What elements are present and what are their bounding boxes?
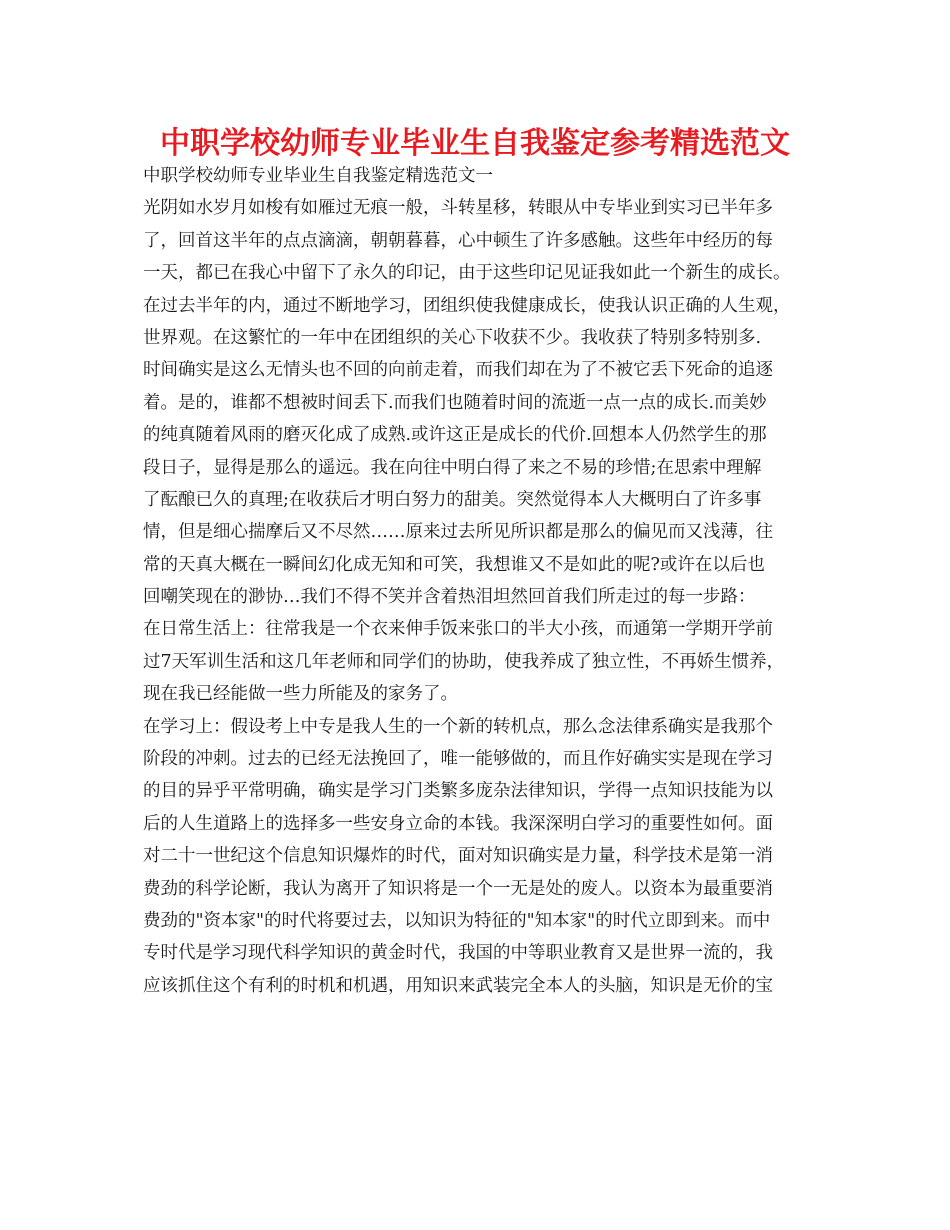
text-line: 了，回首这半年的点点滴滴，朝朝暮暮，心中顿生了许多感触。这些年中经历的每	[143, 230, 773, 251]
text-line: 在日常生活上：往常我是一个衣来伸手饭来张口的半大小孩，而通第一学期开学前	[143, 619, 773, 640]
text-line: 世界观。在这繁忙的一年中在团组织的关心下收获不少。我收获了特别多特别多.	[143, 327, 762, 348]
text-line: 过7天军训生活和这几年老师和同学们的协助，使我养成了独立性，不再娇生惯养，	[143, 651, 785, 672]
text-line: 应该抓住这个有利的时机和机遇，用知识来武装完全本人的头脑，知识是无价的宝	[143, 975, 773, 996]
text-line: 费劲的"资本家"的时代将要过去，以知识为特征的"知本家"的时代立即到来。而中	[143, 910, 771, 931]
text-line: 着。是的，谁都不想被时间丢下.而我们也随着时间的流逝一点一点的成长.而美妙	[143, 392, 767, 413]
text-line: 一天，都已在我心中留下了永久的印记，由于这些印记见证我如此一个新生的成长。	[143, 263, 791, 284]
text-line: 光阴如水岁月如梭有如雁过无痕一般，斗转星移，转眼从中专毕业到实习已半年多	[143, 198, 773, 219]
text-line: 阶段的冲刺。过去的已经无法挽回了，唯一能够做的，而且作好确实实是现在学习	[143, 749, 773, 770]
text-line: 后的人生道路上的选择多一些安身立命的本钱。我深深明白学习的重要性如何。面	[143, 813, 773, 834]
document-title: 中职学校幼师专业毕业生自我鉴定参考精选范文	[160, 126, 790, 161]
text-line: 费劲的科学论断，我认为离开了知识将是一个一无是处的废人。以资本为最重要消	[143, 878, 773, 899]
document-body	[143, 160, 823, 1002]
text-line: 常的天真大概在一瞬间幻化成无知和可笑，我想谁又不是如此的呢?或许在以后也	[143, 554, 765, 575]
text-line: 回嘲笑现在的渺协…我们不得不笑并含着热泪坦然回首我们所走过的每一步路：	[143, 587, 756, 608]
text-line: 段日子，显得是那么的遥远。我在向往中明白得了来之不易的珍惜;在思索中理解	[143, 457, 762, 478]
text-line: 在学习上：假设考上中专是我人生的一个新的转机点，那么念法律系确实是我那个	[143, 716, 773, 737]
text-line: 专时代是学习现代科学知识的黄金时代，我国的中等职业教育又是世界一流的，我	[143, 943, 773, 964]
text-line: 的纯真随着风雨的磨灭化成了成熟.或许这正是成长的代价.回想本人仍然学生的那	[143, 425, 767, 446]
text-line: 中职学校幼师专业毕业生自我鉴定精选范文一	[143, 166, 493, 186]
text-line: 对二十一世纪这个信息知识爆炸的时代，面对知识确实是力量，科学技术是第一消	[143, 846, 773, 867]
text-line: 的目的异乎平常明确，确实是学习门类繁多庞杂法律知识，学得一点知识技能为以	[143, 781, 773, 802]
text-line: 时间确实是这么无情头也不回的向前走着，而我们却在为了不被它丢下死命的追逐	[143, 360, 773, 381]
text-line: 情，但是细心揣摩后又不尽然……原来过去所见所识都是那么的偏见而又浅薄，往	[143, 522, 773, 543]
text-line: 了酝酿已久的真理;在收获后才明白努力的甜美。突然觉得本人大概明白了许多事	[143, 489, 762, 510]
text-line: 现在我已经能做一些力所能及的家务了。	[143, 684, 458, 705]
text-line: 在过去半年的内，通过不断地学习，团组织使我健康成长，使我认识正确的人生观，	[143, 295, 791, 316]
